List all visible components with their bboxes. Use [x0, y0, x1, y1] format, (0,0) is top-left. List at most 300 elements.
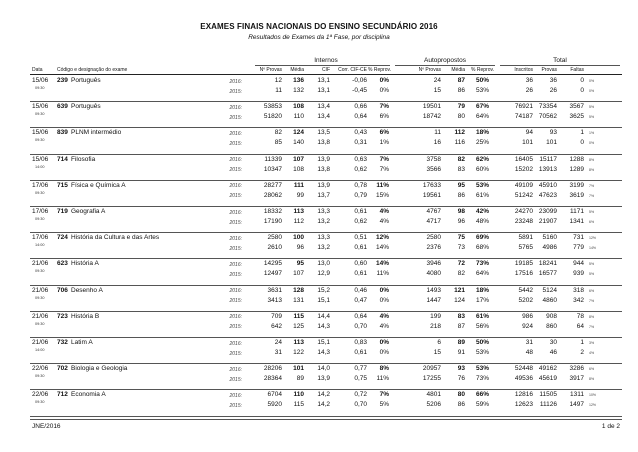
row-value: 17516 — [514, 270, 533, 278]
row-value: 73354 — [538, 103, 557, 111]
row-value: 0,75 — [354, 375, 367, 383]
row-exam-name: História da Cultura e das Artes — [71, 234, 160, 242]
header-np-internos: Nº Provas — [259, 67, 282, 73]
row-value: 113 — [293, 339, 304, 346]
row-value: 14,2 — [317, 391, 330, 399]
row-year-2016: 2016: — [229, 104, 242, 111]
row-value: 5124 — [542, 286, 557, 294]
row-value: 53% — [475, 181, 489, 189]
row-value: 13,0 — [317, 260, 330, 268]
row-value: 23248 — [514, 218, 533, 225]
row-rule — [30, 101, 622, 102]
header-media-internos: Média — [290, 67, 304, 73]
row-code: 706 — [57, 286, 68, 294]
row-value: 13,9 — [317, 375, 330, 383]
row-value: 3631 — [267, 286, 282, 294]
row-value: 13,7 — [317, 191, 330, 199]
row-value: 731 — [573, 234, 584, 242]
row-value: 0,78 — [354, 181, 367, 189]
header-media-autopropostos: Média — [451, 67, 465, 73]
row-value: 3917 — [569, 375, 584, 383]
row-value: 13,3 — [317, 208, 330, 215]
row-value: 59% — [475, 401, 489, 409]
row-rule — [30, 180, 622, 181]
row-year-2016: 2016: — [229, 235, 242, 242]
row-value: 52448 — [514, 365, 533, 373]
row-value: 4860 — [542, 296, 557, 304]
row-value: 7% — [379, 391, 389, 399]
row-value: 86 — [457, 191, 465, 199]
row-value: 61% — [475, 191, 489, 199]
row-value: 7% — [379, 103, 389, 111]
row-faltas-pct: 6% — [589, 367, 595, 372]
group-rule-total — [500, 65, 620, 66]
row-value: 132 — [293, 87, 304, 94]
row-value: 53% — [475, 87, 489, 94]
row-value: 62% — [475, 155, 489, 163]
row-value: 13,2 — [317, 244, 330, 252]
row-value: 15 — [433, 87, 441, 94]
row-year-2015: 2015: — [229, 298, 242, 305]
row-value: 125 — [293, 322, 304, 330]
row-value: 15% — [375, 191, 389, 199]
row-exam-name: Desenho A — [71, 286, 103, 294]
row-value: 85 — [274, 139, 282, 147]
row-value: 13,1 — [317, 87, 330, 94]
row-value: 7% — [379, 165, 389, 173]
row-value: 64% — [475, 113, 489, 121]
row-date: 15/06 — [32, 155, 49, 163]
row-value: 80 — [457, 391, 465, 399]
header-data: Data — [32, 67, 43, 73]
row-value: 112 — [293, 218, 304, 225]
row-value: 80 — [457, 113, 465, 121]
row-year-2015: 2015: — [229, 193, 242, 200]
row-value: 13,8 — [317, 165, 330, 173]
row-value: 218 — [430, 322, 441, 330]
row-code: 714 — [57, 155, 68, 163]
header-provas: Provas — [541, 67, 557, 73]
row-value: 96 — [457, 218, 465, 225]
row-value: 3567 — [569, 103, 584, 111]
row-value: 318 — [573, 286, 584, 294]
row-value: 0,79 — [354, 191, 367, 199]
row-faltas-pct: 8% — [589, 157, 595, 162]
row-value: 110 — [293, 391, 304, 399]
row-value: 13,4 — [317, 103, 330, 111]
row-value: 8% — [379, 365, 389, 373]
row-value: 17633 — [422, 181, 441, 189]
row-year-2016: 2016: — [229, 130, 242, 137]
row-value: 1447 — [426, 296, 441, 304]
row-time: 09:30 — [35, 400, 45, 405]
row-rule — [30, 285, 622, 286]
row-value: 4% — [379, 218, 389, 225]
row-value: 7% — [379, 155, 389, 163]
row-value: 1 — [580, 129, 584, 137]
row-code: 732 — [57, 339, 68, 346]
row-value: 3199 — [569, 181, 584, 189]
row-value: 14,3 — [317, 322, 330, 330]
row-value: 939 — [573, 270, 584, 278]
row-value: 21907 — [538, 218, 557, 225]
row-date: 15/06 — [32, 77, 49, 84]
row-code: 239 — [57, 77, 68, 84]
group-rule-internos — [255, 65, 390, 66]
row-value: 4801 — [426, 391, 441, 399]
header-reprov-internos: % Reprov. — [368, 67, 391, 73]
row-value: 0,70 — [354, 401, 367, 409]
row-faltas-pct: 8% — [589, 314, 595, 319]
row-value: 14295 — [263, 260, 282, 268]
row-value: 12,9 — [317, 270, 330, 278]
row-value: 36 — [525, 77, 533, 84]
row-value: 0,62 — [354, 218, 367, 225]
row-value: 0,61 — [354, 270, 367, 278]
row-value: 89 — [296, 375, 304, 383]
row-year-2015: 2015: — [229, 350, 242, 357]
row-value: 13,9 — [317, 155, 330, 163]
row-code: 702 — [57, 365, 68, 373]
row-year-2016: 2016: — [229, 183, 242, 190]
row-value: 131 — [293, 296, 304, 304]
row-value: 15,1 — [317, 339, 330, 346]
row-value: 0% — [379, 87, 389, 94]
row-value: 2 — [580, 349, 584, 356]
row-exam-name: PLNM intermédio — [71, 129, 122, 137]
row-value: 1% — [379, 139, 389, 147]
row-year-2015: 2015: — [229, 88, 242, 95]
row-value: 15202 — [514, 165, 533, 173]
row-value: 50% — [475, 77, 489, 84]
row-value: 5160 — [542, 234, 557, 242]
row-value: 64 — [576, 322, 584, 330]
header-reprov-autopropostos: % Reprov. — [471, 67, 494, 73]
row-value: 986 — [522, 312, 533, 320]
row-code: 724 — [57, 234, 68, 242]
row-faltas-pct: 5% — [589, 210, 595, 214]
row-value: 3619 — [569, 191, 584, 199]
row-rule — [30, 127, 622, 128]
row-year-2016: 2016: — [229, 366, 242, 373]
row-faltas-pct: 7% — [589, 298, 595, 303]
footer-page: 1 de 2 — [601, 423, 620, 430]
row-value: 17255 — [422, 375, 441, 383]
row-faltas-pct: 8% — [589, 377, 595, 382]
row-value: 91 — [457, 349, 465, 356]
row-date: 21/06 — [32, 286, 49, 294]
row-code: 723 — [57, 312, 68, 320]
row-value: 0% — [379, 349, 389, 356]
row-value: 28206 — [263, 365, 282, 373]
row-value: 121 — [454, 286, 465, 294]
row-faltas-pct: 1% — [589, 131, 595, 136]
row-value: 3625 — [569, 113, 584, 121]
row-value: 11% — [376, 181, 389, 189]
row-value: 16577 — [538, 270, 557, 278]
row-exam-name: Português — [71, 77, 101, 84]
row-value: 18% — [475, 129, 489, 137]
row-rule — [30, 416, 622, 417]
row-value: 11126 — [539, 401, 557, 409]
row-rule — [30, 389, 622, 390]
row-exam-name: Física e Química A — [71, 181, 126, 189]
row-value: 30 — [549, 339, 557, 346]
row-value: 95 — [296, 260, 304, 268]
row-year-2016: 2016: — [229, 340, 242, 347]
row-year-2016: 2016: — [229, 261, 242, 268]
row-value: 100 — [293, 234, 304, 242]
row-value: 2376 — [426, 244, 441, 252]
row-value: 11 — [275, 87, 282, 94]
row-value: 89 — [457, 339, 465, 346]
row-value: 1341 — [569, 218, 584, 225]
row-time: 09:30 — [35, 374, 45, 379]
row-value: 18332 — [263, 208, 282, 215]
row-value: 342 — [573, 296, 584, 304]
row-value: 4080 — [426, 270, 441, 278]
row-value: 26 — [549, 87, 557, 94]
row-value: 5202 — [518, 296, 533, 304]
row-value: 45619 — [538, 375, 557, 383]
row-value: 108 — [293, 165, 304, 173]
row-value: 13913 — [538, 165, 557, 173]
row-value: 15 — [433, 349, 441, 356]
row-date: 17/06 — [32, 234, 49, 242]
row-value: 128 — [293, 286, 304, 294]
header-inscritos: Inscritos — [514, 67, 533, 73]
row-value: 36 — [549, 77, 557, 84]
row-value: 4% — [379, 322, 389, 330]
row-date: 22/06 — [32, 391, 49, 399]
row-date: 15/06 — [32, 103, 49, 111]
group-rule-autopropostos — [395, 65, 495, 66]
row-value: 0% — [379, 339, 389, 346]
row-value: 24 — [433, 77, 441, 84]
row-value: 23099 — [538, 208, 557, 215]
row-value: 3946 — [426, 260, 441, 268]
row-value: 136 — [293, 77, 304, 84]
row-rule — [30, 232, 622, 233]
row-value: 48% — [475, 218, 489, 225]
row-value: 11339 — [264, 155, 282, 163]
group-internos: Internos — [314, 57, 338, 64]
row-value: 3413 — [267, 296, 282, 304]
row-value: 51820 — [263, 113, 282, 121]
row-value: 24270 — [514, 208, 533, 215]
row-year-2016: 2016: — [229, 157, 242, 164]
row-value: 4717 — [426, 218, 441, 225]
row-value: 0,51 — [354, 234, 367, 242]
row-value: 0,61 — [354, 244, 367, 252]
row-value: 18742 — [422, 113, 441, 121]
row-value: 101 — [522, 139, 533, 147]
row-value: 15,2 — [317, 286, 330, 294]
row-value: 0,77 — [354, 365, 367, 373]
row-date: 21/06 — [32, 312, 49, 320]
row-code: 715 — [57, 181, 68, 189]
row-date: 17/06 — [32, 208, 49, 215]
header-codigo: Código e designação do exame — [57, 67, 128, 73]
report-subtitle: Resultados de Exames da 1ª Fase, por disciplina — [248, 34, 390, 41]
row-year-2015: 2015: — [229, 402, 242, 409]
row-value: 20957 — [422, 365, 441, 373]
row-value: 924 — [522, 322, 533, 330]
row-value: 14% — [375, 244, 389, 252]
footer-left: JNE/2016 — [32, 423, 61, 430]
row-value: 12% — [375, 234, 389, 242]
row-value: 140 — [293, 139, 304, 147]
row-value: 31 — [274, 349, 282, 356]
row-value: 73% — [475, 375, 489, 383]
row-faltas-pct: 5% — [589, 272, 595, 277]
row-value: 0,47 — [354, 296, 367, 304]
row-value: 6% — [379, 113, 389, 121]
group-total: Total — [553, 57, 567, 64]
row-faltas-pct: 7% — [589, 193, 595, 198]
row-year-2015: 2015: — [229, 324, 242, 331]
row-faltas-pct: 7% — [589, 183, 595, 188]
row-time: 14:00 — [35, 164, 45, 169]
row-value: 87 — [457, 322, 465, 330]
row-value: 5442 — [518, 286, 533, 294]
row-exam-name: Economia A — [71, 391, 106, 399]
row-value: 18241 — [538, 260, 557, 268]
row-time: 09:30 — [35, 190, 45, 195]
row-year-2015: 2015: — [229, 219, 242, 226]
row-year-2016: 2016: — [229, 78, 242, 85]
row-code: 712 — [57, 391, 68, 399]
row-code: 839 — [57, 129, 68, 137]
row-date: 15/06 — [32, 129, 49, 137]
row-value: 53% — [475, 365, 489, 373]
row-time: 09:30 — [35, 217, 45, 221]
header-corr: Corr. CIF-CE — [338, 67, 367, 73]
row-value: 0,61 — [354, 208, 367, 215]
row-value: 95 — [457, 181, 465, 189]
row-value: 1289 — [569, 165, 584, 173]
row-value: 14,0 — [317, 365, 330, 373]
row-value: 64% — [475, 270, 489, 278]
row-date: 22/06 — [32, 365, 49, 373]
row-value: 124 — [454, 296, 465, 304]
row-value: 56% — [475, 322, 489, 330]
row-value: 0,83 — [354, 339, 367, 346]
row-rule — [30, 311, 622, 312]
row-faltas-pct: 0% — [589, 79, 595, 83]
row-value: 79 — [457, 103, 465, 111]
row-time: 09:30 — [35, 295, 45, 300]
row-value: 0,63 — [354, 155, 367, 163]
row-value: 0,61 — [354, 349, 367, 356]
row-value: 1497 — [569, 401, 584, 409]
row-value: 6% — [379, 129, 389, 137]
row-year-2016: 2016: — [229, 209, 242, 216]
row-exam-name: Geografia A — [71, 208, 106, 215]
row-value: 2580 — [267, 234, 282, 242]
row-value: 19561 — [422, 191, 441, 199]
row-exam-name: História A — [71, 260, 99, 268]
row-value: 124 — [293, 129, 304, 137]
row-value: 0% — [379, 77, 389, 84]
row-value: 0,64 — [354, 312, 367, 320]
row-exam-name: Latim A — [71, 339, 93, 346]
row-year-2016: 2016: — [229, 314, 242, 321]
header-faltas: Faltas — [570, 67, 584, 73]
row-value: 0,43 — [354, 129, 367, 137]
row-date: 21/06 — [32, 339, 49, 346]
row-year-2015: 2015: — [229, 167, 242, 174]
row-rule — [30, 154, 622, 155]
row-value: 94 — [525, 129, 533, 137]
row-value: 25% — [475, 139, 489, 147]
row-value: 5206 — [426, 401, 441, 409]
row-value: 3758 — [426, 155, 441, 163]
row-value: 28364 — [263, 375, 282, 383]
row-value: 0 — [580, 77, 584, 84]
row-value: 112 — [454, 129, 465, 137]
row-value: 4% — [379, 208, 389, 215]
row-value: 76 — [457, 375, 465, 383]
row-value: 76921 — [514, 103, 533, 111]
row-code: 719 — [57, 208, 68, 215]
row-value: 98 — [457, 208, 465, 215]
row-value: 49162 — [538, 365, 557, 373]
row-value: 82 — [274, 129, 282, 137]
row-value: 0 — [580, 139, 584, 147]
row-value: 17% — [475, 296, 489, 304]
row-value: 11% — [376, 375, 389, 383]
row-exam-name: Biologia e Geologia — [71, 365, 128, 373]
row-faltas-pct: 5% — [589, 115, 595, 120]
row-value: 111 — [293, 181, 304, 189]
row-value: 110 — [293, 113, 304, 121]
row-value: 83 — [457, 312, 465, 320]
row-value: 49536 — [514, 375, 533, 383]
row-value: 68% — [475, 244, 489, 252]
row-value: 0,70 — [354, 322, 367, 330]
row-value: 10347 — [263, 165, 282, 173]
row-value: 5891 — [518, 234, 533, 242]
row-value: 0,64 — [354, 113, 367, 121]
row-value: 83 — [457, 165, 465, 173]
row-rule — [30, 206, 622, 207]
row-faltas-pct: 6% — [589, 220, 595, 224]
row-value: 17190 — [263, 218, 282, 225]
row-value: 53% — [475, 349, 489, 356]
row-value: 19501 — [422, 103, 441, 111]
row-time: 09:30 — [35, 86, 45, 90]
row-value: 11% — [376, 270, 389, 278]
row-value: 107 — [293, 155, 304, 163]
row-value: 107 — [293, 270, 304, 278]
row-value: 28277 — [263, 181, 282, 189]
row-value: 12 — [274, 77, 282, 84]
row-value: 0% — [379, 286, 389, 294]
row-value: 13,8 — [317, 139, 330, 147]
row-value: 4986 — [542, 244, 557, 252]
row-exam-name: Filosofia — [71, 155, 96, 163]
row-value: 53853 — [263, 103, 282, 111]
row-faltas-pct: 5% — [589, 105, 595, 110]
row-value: 18% — [475, 286, 489, 294]
row-value: 47623 — [538, 191, 557, 199]
row-value: 31 — [525, 339, 533, 346]
header-np-autopropostos: Nº Provas — [418, 67, 441, 73]
row-value: 13,5 — [317, 129, 330, 137]
row-value: 12816 — [514, 391, 533, 399]
row-value: 78 — [576, 312, 584, 320]
